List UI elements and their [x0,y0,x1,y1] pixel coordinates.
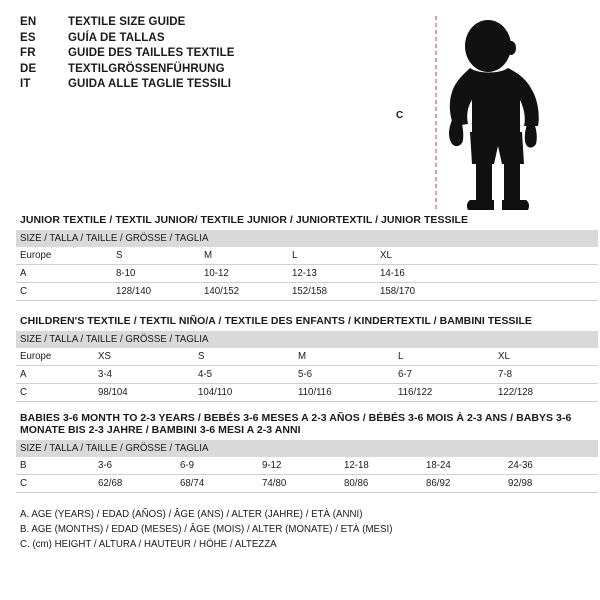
cell-size-s: S [198,348,298,366]
table-row [16,475,598,493]
row-label-c: C [16,475,98,493]
row-label-c: C [16,384,98,402]
cell-a-s: 8-10 [116,265,204,283]
table-head-label: SIZE / TALLA / TAILLE / GRÖSSE / TAGLIA [16,331,598,348]
language-code-fr: FR [20,47,36,59]
cell-a-xl: 7-8 [498,366,598,384]
cell-c-6: 92/98 [508,475,598,493]
table-junior [16,230,598,301]
table-row [16,247,598,265]
section-babies [8,412,592,493]
cell-c-4: 80/86 [344,475,426,493]
row-label-c: C [16,283,116,301]
title-row-it [20,78,235,90]
cell-c-5: 86/92 [426,475,508,493]
cell-b-6: 24-36 [508,457,598,475]
title-text-es: GUÍA DE TALLAS [68,31,165,44]
cell-b-5: 18-24 [426,457,508,475]
title-block [8,14,235,94]
cell-c-m: 140/152 [204,283,292,301]
table-row [16,265,598,283]
language-code-it: IT [20,78,31,90]
cell-size-l: L [398,348,498,366]
legend-item-b: B. AGE (MONTHS) / EDAD (MESES) / ÂGE (MOIS) / ALTER (MONATE) / ETÀ (MESI) [20,524,393,535]
cell-empty [468,265,598,283]
cell-a-l: 12-13 [292,265,380,283]
header [8,14,592,214]
cell-size-s: S [116,247,204,265]
cell-c-xl: 122/128 [498,384,598,402]
cell-c-m: 110/116 [298,384,398,402]
cell-b-2: 6-9 [180,457,262,475]
table-babies [16,440,598,493]
legend-item-c: C. (cm) HEIGHT / ALTURA / HAUTEUR / HÖHE / ALTEZZA [20,539,277,550]
table-head-row [16,230,598,247]
row-label-b: B [16,457,98,475]
section-title-babies: BABIES 3-6 MONTH TO 2-3 YEARS / BEBÉS 3-6 MESES A 2-3 AÑOS / BÉBÉS 3-6 MOIS À 2-3 ANS / BABYS 3-6 MONATE BIS 2-3 JAHRE / BAMBINI 3-6 MESI A 2-3 ANNI [20,412,572,436]
table-row [16,366,598,384]
cell-size-m: M [298,348,398,366]
language-code-es: ES [20,31,36,44]
cell-empty [468,283,598,301]
table-row [16,283,598,301]
cell-c-xl: 158/170 [380,283,468,301]
language-code-de: DE [20,62,37,75]
table-row [16,348,598,366]
row-label-a: A [16,366,98,384]
cell-b-4: 12-18 [344,457,426,475]
cell-a-l: 6-7 [398,366,498,384]
title-text-en: TEXTILE SIZE GUIDE [68,16,186,28]
cell-c-2: 68/74 [180,475,262,493]
cell-a-m: 10-12 [204,265,292,283]
table-children [16,331,598,402]
title-row-de [20,63,235,75]
cell-c-l: 152/158 [292,283,380,301]
cell-size-xl: XL [498,348,598,366]
toddler-silhouette-icon [428,14,568,214]
legend-item-a: A. AGE (YEARS) / EDAD (AÑOS) / ÂGE (ANS) / ALTER (JAHRE) / ETÀ (ANNI) [20,509,363,520]
cell-size-xl: XL [380,247,468,265]
cell-c-s: 128/140 [116,283,204,301]
section-junior [8,214,592,301]
cell-empty [468,247,598,265]
row-label-europe: Europe [16,348,98,366]
cell-c-l: 116/122 [398,384,498,402]
cell-a-xs: 3-4 [98,366,198,384]
cell-size-xs: XS [98,348,198,366]
title-text-fr: GUIDE DES TAILLES TEXTILE [68,47,235,59]
table-head-row [16,440,598,457]
title-text-it: GUIDA ALLE TAGLIE TESSILI [68,78,232,90]
cell-a-s: 4-5 [198,366,298,384]
table-head-label: SIZE / TALLA / TAILLE / GRÖSSE / TAGLIA [16,440,598,457]
cell-a-m: 5-6 [298,366,398,384]
title-row-en [20,16,235,28]
figure-measure-label: C [396,110,404,121]
cell-c-1: 62/68 [98,475,180,493]
cell-size-m: M [204,247,292,265]
table-row [16,384,598,402]
cell-a-xl: 14-16 [380,265,468,283]
language-code-en: EN [20,16,37,28]
table-row [16,457,598,475]
section-title-junior: JUNIOR TEXTILE / TEXTIL JUNIOR/ TEXTILE JUNIOR / JUNIORTEXTIL / JUNIOR TESSILE [20,214,469,226]
row-label-europe: Europe [16,247,116,265]
title-row-fr [20,47,235,59]
title-text-de: TEXTILGRÖSSENFÜHRUNG [68,62,225,75]
legend [8,509,592,550]
cell-b-3: 9-12 [262,457,344,475]
section-title-children: CHILDREN'S TEXTILE / TEXTIL NIÑO/A / TEXTILE DES ENFANTS / KINDERTEXTIL / BAMBINI TESSILE [20,315,532,327]
title-row-es [20,32,235,44]
measurement-figure [394,14,574,214]
cell-size-l: L [292,247,380,265]
cell-c-3: 74/80 [262,475,344,493]
section-children [8,315,592,402]
cell-c-s: 104/110 [198,384,298,402]
row-label-a: A [16,265,116,283]
cell-c-xs: 98/104 [98,384,198,402]
table-head-label: SIZE / TALLA / TAILLE / GRÖSSE / TAGLIA [16,230,598,247]
cell-b-1: 3-6 [98,457,180,475]
table-head-row [16,331,598,348]
